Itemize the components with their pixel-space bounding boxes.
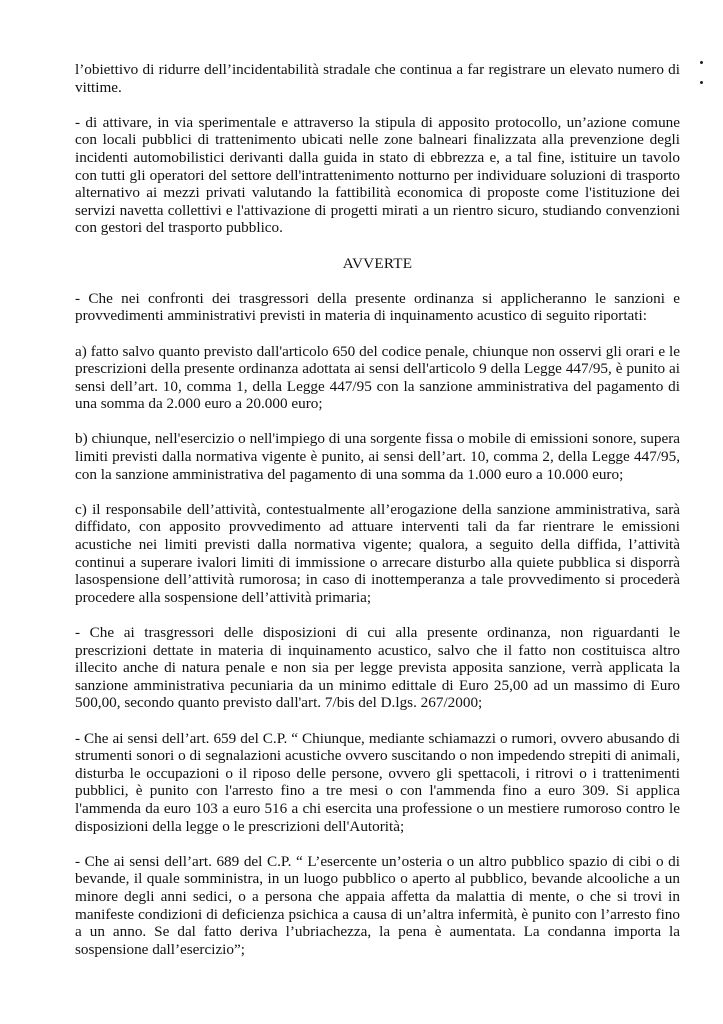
paragraph-altre-disposizioni: - Che ai trasgressori delle disposizioni di cui alla presente ordinanza, non riguardanti le prescrizioni dettate in materia di inquinamento acustico, salvo che il fatto non costituisca altro illecito anche di natura penale e non sia per legge prevista apposita sanzione, verrà applicata la sanzione amministrativa pecuniaria da un minimo edittale di Euro 25,00 ad un massimo di Euro 500,00, secondo quanto previsto dall'art. 7/bis del D.lgs. 267/2000; [75, 624, 680, 712]
paragraph-art-689: - Che ai sensi dell’art. 689 del C.P. “ L’esercente un’osteria o un altro pubblico spazio di cibi o di bevande, il quale somministra, in un luogo pubblico o aperto al pubblico, bevande alcooliche a un minore degli anni sedici, o a persona che appaia affetta da malattia di mente, o che si trovi in manifeste condizioni di deficienza psichica a causa di un’altra infermità, è punito con l’arresto fino a un anno. Se dal fatto deriva l’ubriachezza, la pena è aumentata. La condanna importa la sospensione dall’esercizio”; [75, 852, 680, 958]
margin-mark [700, 81, 703, 84]
margin-mark [700, 61, 703, 64]
paragraph-attivare: - di attivare, in via sperimentale e attraverso la stipula di apposito protocollo, un’azione comune con locali pubblici di trattenimento ubicati nelle zone balneari finalizzata alla prevenzione degli incidenti automobilistici derivanti dalla guida in stato di ebbrezza e, a tal fine, istituire un tavolo con tutti gli operatori del settore dell'intrattenimento notturno per individuare soluzioni di trasporto alternativo ai mezzi privati valutando la fattibilità economica di proposte come l'istituzione dei servizi navetta collettivi e l'attivazione di progetti mirati a un rientro sicuro, studiando convenzioni con gestori del trasporto pubblico. [75, 113, 680, 237]
paragraph-item-c: c) il responsabile dell’attività, contestualmente all’erogazione della sanzione amministrativa, sarà diffidato, con apposito provvedimento ad attuare interventi tali da far rientrare le emissioni acustiche nei limiti previsti dalla normativa vigente; qualora, a seguito della diffida, l’attività continui a superare ivalori limiti di immissione o arrecare disturbo alla quiete pubblica si disporrà lasospensione dell’attività rumorosa; in caso di inottemperanza a tale provvedimento si procederà procedere alla sospensione dell’attività primaria; [75, 500, 680, 606]
paragraph-art-659: - Che ai sensi dell’art. 659 del C.P. “ Chiunque, mediante schiamazzi o rumori, ovvero abusando di strumenti sonori o di segnalazioni acustiche ovvero suscitando o non impedendo strepiti di animali, disturba le occupazioni o il riposo delle persone, ovvero gli spettacoli, i ritrovi o i trattenimenti pubblici, è punito con l'arresto fino a tre mesi o con l'ammenda fino a euro 309. Si applica l'ammenda da euro 103 a euro 516 a chi esercita una professione o un mestiere rumoroso contro le disposizioni della legge o le prescrizioni dell'Autorità; [75, 729, 680, 835]
paragraph-sanzioni-intro: - Che nei confronti dei trasgressori della presente ordinanza si applicheranno le sanzioni e provvedimenti amministrativi previsti in materia di inquinamento acustico di seguito riportati: [75, 289, 680, 325]
paragraph-intro-continuation: l’obiettivo di ridurre dell’incidentabilità stradale che continua a far registrare un elevato numero di vittime. [75, 61, 680, 96]
paragraph-item-b: b) chiunque, nell'esercizio o nell'impiego di una sorgente fissa o mobile di emissioni sonore, supera limiti previsti dalla normativa vigente è punito, ai sensi dell’art. 10, comma 2, della Legge 447/95, con la sanzione amministrativa del pagamento di una somma da 1.000 euro a 10.000 euro; [75, 430, 680, 483]
section-heading: AVVERTE [342, 254, 413, 272]
document-page [75, 61, 680, 976]
paragraph-item-a: a) fatto salvo quanto previsto dall'articolo 650 del codice penale, chiunque non osservi gli orari e le prescrizioni della presente ordinanza adottata ai sensi dell'articolo 9 della Legge 447/95, è punito ai sensi dell’art. 10, comma 1, della Legge 447/95 con la sanzione amministrativa del pagamento di una somma da 2.000 euro a 20.000 euro; [75, 342, 680, 413]
